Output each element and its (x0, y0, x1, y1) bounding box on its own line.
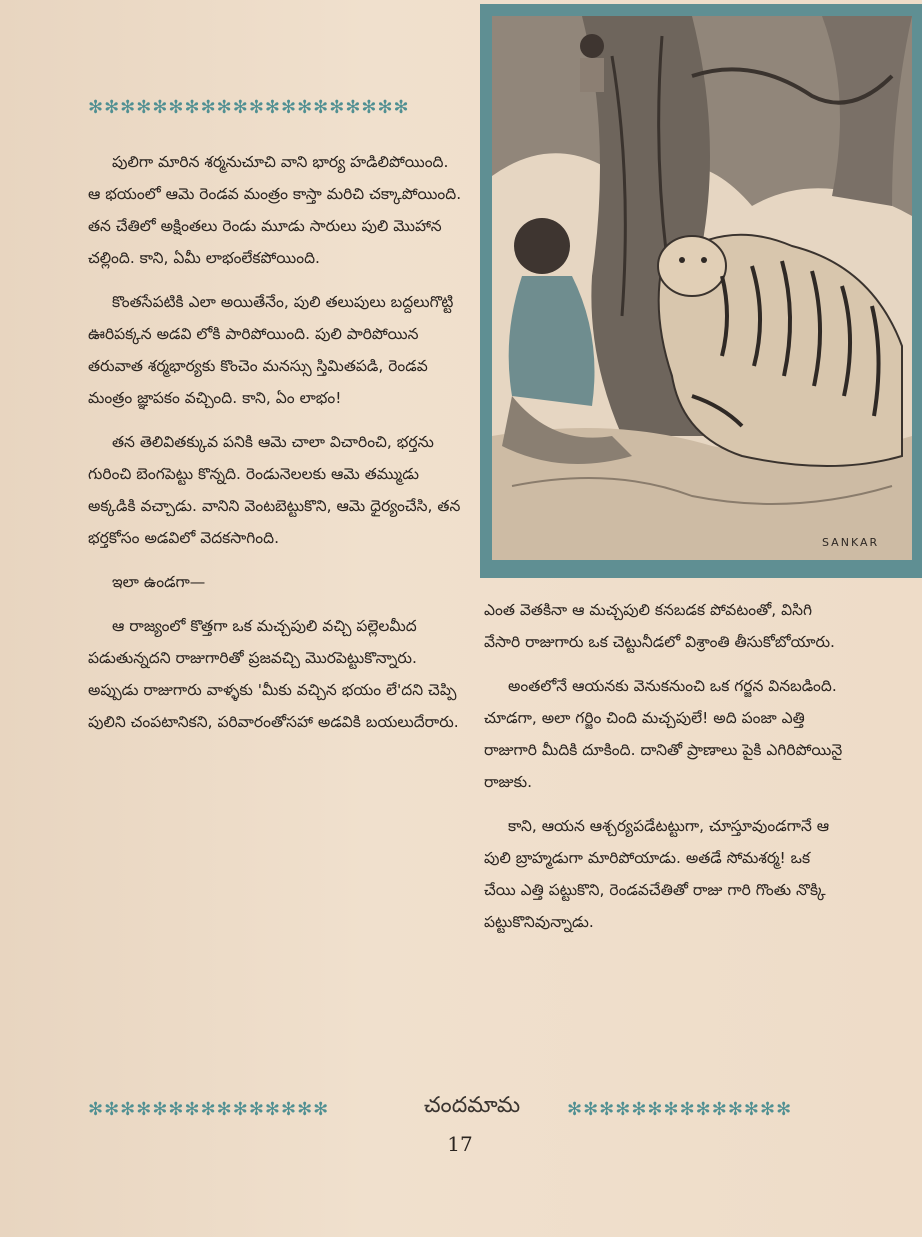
page-number: 17 (447, 1132, 473, 1156)
paragraph: ఇలా ఉండగా— (112, 573, 206, 591)
paragraph: కాని, ఆయన ఆశ్చర్యపడేటట్టుగా, చూస్తూవుండగానే ఆ పులి బ్రాహ్మడుగా మారిపోయాడు. అతడే సోమశర్మ! ఒక చేయి ఎత్తి పట్టుకొని, రెండవచేతితో రాజు గారి గొంతు నొక్కి పట్టుకొనివున్నాడు. (484, 817, 830, 931)
paragraph: పులిగా మారిన శర్మనుచూచి వాని భార్య హడిలిపోయింది. ఆ భయంలో ఆమె రెండవ మంత్రం కాస్తా మరిచి చక్కాపోయింది. తన చేతిలో అక్షింతలు రెండు మూడు సారులు పులి మొహాన చల్లింది. కాని, ఏమీ లాభంలేకపోయింది. (88, 153, 462, 267)
paragraph: కొంతసేపటికి ఎలా అయితేనేం, పులి తలుపులు బద్దలుగొట్టి ఊరిపక్కన అడవి లోకి పారిపోయింది. పులి పారిపోయిన తరువాత శర్మభార్యకు కొంచెం మనస్సు స్తిమితపడి, రెండవ మంత్రం జ్ఞాపకం వచ్చింది. కాని, ఏం లాభం! (88, 293, 454, 407)
paragraph: ఆ రాజ్యంలో కొత్తగా ఒక మచ్చపులి వచ్చి పల్లెలమీద పడుతున్నదని రాజుగారితో ప్రజవచ్చి మొరపెట్టుకొన్నారు. అప్పుడు రాజుగారు వాళ్ళకు 'మీకు వచ్చిన భయం లే'దని చెప్పి పులిని చంపటానికని, పరివారంతోసహా అడవికి బయలుదేరారు. (88, 617, 459, 731)
decorative-border-top: ✻✻✻✻✻✻✻✻✻✻✻✻✻✻✻✻✻✻✻✻ (88, 96, 410, 118)
decorative-border-footer-left: ✻✻✻✻✻✻✻✻✻✻✻✻✻✻✻ (88, 1098, 330, 1120)
right-text-column (484, 594, 844, 950)
decorative-border-footer-right: ✻✻✻✻✻✻✻✻✻✻✻✻✻✻ (567, 1098, 793, 1120)
artist-signature: SANKAR (822, 536, 880, 549)
paragraph: తన తెలివితక్కువ పనికి ఆమె చాలా విచారించి, భర్తను గురించి బెంగపెట్టు కొన్నది. రెండునెలలకు ఆమె తమ్ముడు అక్కడికి వచ్చాడు. వానిని వెంటబెట్టుకొని, ఆమె ధైర్యంచేసి, తన భర్తకోసం అడవిలో వెదకసాగింది. (88, 433, 461, 547)
paragraph: ఎంత వెతకినా ఆ మచ్చపులి కనబడక పోవటంతో, విసిగి వేసారి రాజుగారు ఒక చెట్టునీడలో విశ్రాంతి తీసుకోబోయారు. (484, 601, 835, 651)
paragraph: అంతలోనే ఆయనకు వెనుకనుంచి ఒక గర్జన వినబడింది. చూడగా, అలా గర్జిం చింది మచ్చపులే! అది పంజా ఎత్తి రాజుగారి మీదికి దూకింది. దానితో ప్రాణాలు పైకి ఎగిరిపోయినై రాజుకు. (484, 677, 843, 791)
magazine-title: చందమామ (423, 1093, 521, 1118)
illustration-drawing (492, 16, 912, 560)
tiger-illustration (480, 4, 922, 578)
left-text-column (88, 146, 464, 750)
